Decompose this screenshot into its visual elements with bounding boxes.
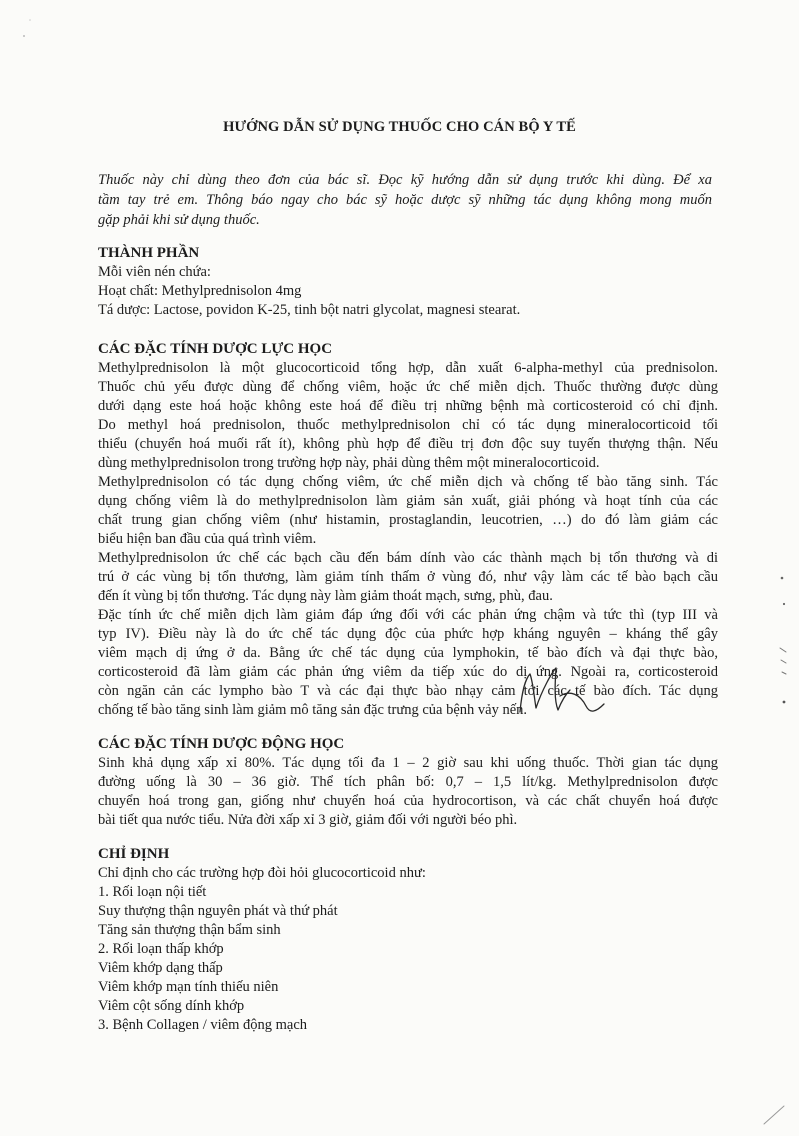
section-chi-dinh [98, 845, 718, 1035]
text-line: Methylprednisolon có tác dụng chống viêm, ức chế miễn dịch và chống tế bào tăng sinh. Tác [98, 474, 718, 490]
section-thanh-phan [98, 244, 718, 320]
text-line: đường uống là 30 – 36 giờ. Thể tích phân bố: 0,7 – 1,5 lít/kg. Methylprednisolon được [98, 774, 718, 790]
list-item: Suy thượng thận nguyên phát và thứ phát [98, 903, 338, 919]
section-heading: CHỈ ĐỊNH [98, 846, 170, 862]
list-item: Viêm khớp mạn tính thiếu niên [98, 979, 279, 995]
text-line: Sinh khả dụng xấp xỉ 80%. Tác dụng tối đa 1 – 2 giờ sau khi uống thuốc. Thời gian tác dụng [98, 755, 718, 771]
text-line: corticosteroid đã làm giảm các phản ứng viêm da tiếp xúc do dị ứng. Ngoài ra, corticosteroid [98, 664, 718, 680]
intro-line: tầm tay trẻ em. Thông báo ngay cho bác sỹ hoặc dược sỹ những tác dụng không mong muốn [98, 192, 712, 208]
text-line: thiểu (chuyển hoá muối rất ít), không phù hợp để điều trị đơn độc suy tuyến thượng thận. Nếu [98, 436, 718, 452]
scan-artifact [760, 1100, 790, 1130]
text-line: đến ít vùng bị tổn thương. Tác dụng này làm giảm thoát mạch, sưng, phù, đau. [98, 588, 553, 604]
text-line: còn ngăn cản các lympho bào T và các đại thực bào nhạy cảm tới các tế bào đích. Tác dụng [98, 683, 718, 699]
section-heading: CÁC ĐẶC TÍNH DƯỢC LỰC HỌC [98, 341, 333, 357]
text-line: Methylprednisolon là một glucocorticoid tổng hợp, dẫn xuất 6-alpha-methyl của prednisolon. [98, 360, 718, 376]
section-heading: THÀNH PHẦN [98, 245, 200, 261]
list-item: Viêm cột sống dính khớp [98, 998, 245, 1014]
list-item: Viêm khớp dạng thấp [98, 960, 223, 976]
text-line: dụng chống viêm là do methylprednisolon làm giảm sản xuất, giải phóng và hoạt tính của các [98, 493, 718, 509]
intro-line: gặp phải khi sử dụng thuốc. [98, 212, 260, 228]
text-line: Hoạt chất: Methylprednisolon 4mg [98, 283, 302, 299]
text-line: typ IV). Điều này là do ức chế tác dụng độc của phức hợp kháng nguyên – kháng thể gây [98, 626, 718, 642]
text-line: chất trung gian chống viêm (như histamin, prostaglandin, leucotrien, …) do đó làm giảm các [98, 512, 718, 528]
intro-line: Thuốc này chỉ dùng theo đơn của bác sĩ. Đọc kỹ hướng dẫn sử dụng trước khi dùng. Để xa [98, 172, 712, 188]
text-line: biểu hiện ban đầu của quá trình viêm. [98, 531, 317, 547]
list-item: Tăng sản thượng thận bẩm sinh [98, 922, 281, 938]
text-line: Methylprednisolon ức chế các bạch cầu đến bám dính vào các thành mạch bị tổn thương và di [98, 550, 718, 566]
text-line: Thuốc chủ yếu được dùng để chống viêm, hoặc ức chế miễn dịch. Thuốc thường được dùng [98, 379, 718, 395]
text-line: dùng methylprednisolon trong trường hợp này, phải dùng thêm một mineralocorticoid. [98, 455, 600, 471]
list-item: 2. Rối loạn thấp khớp [98, 941, 224, 957]
text-line: dưới dạng este hoá hoặc không este hoá để điều trị những bệnh mà corticosteroid có chỉ định. [98, 398, 718, 414]
text-line: Do methyl hoá prednisolon, thuốc methylprednisolon chỉ có tác dụng mineralocorticoid tối [98, 417, 718, 433]
text-line: chống tế bào tăng sinh làm giảm mô tăng sản đặc trưng của bệnh vảy nến. [98, 702, 528, 718]
intro-warning [98, 170, 712, 230]
text-line: Chỉ định cho các trường hợp đòi hỏi glucocorticoid như: [98, 865, 426, 881]
scan-artifact [770, 560, 790, 720]
text-line: chuyển hoá trong gan, giống như chuyển hoá của hydrocortison, và các chất chuyển hoá được [98, 793, 718, 809]
section-heading: CÁC ĐẶC TÍNH DƯỢC ĐỘNG HỌC [98, 736, 345, 752]
text-line: Đặc tính ức chế miễn dịch làm giảm đáp ứng đối với các phản ứng chậm và tức thì (typ III và [98, 607, 718, 623]
text-line: viêm mạch dị ứng ở da. Bằng ức chế tác dụng của lymphokin, tế bào đích và đại thực bào, [98, 645, 718, 661]
section-duoc-dong-hoc [98, 735, 718, 830]
text-line: bài tiết qua nước tiểu. Nửa đời xấp xỉ 3 giờ, giảm đối với người béo phì. [98, 812, 518, 828]
text-line: trú ở các vùng bị tổn thương, làm giảm tính thấm ở vùng đó, như vậy làm các tế bào bạch cầu [98, 569, 718, 585]
section-duoc-luc-hoc [98, 340, 718, 720]
text-line: Mỗi viên nén chứa: [98, 264, 211, 280]
list-item: 1. Rối loạn nội tiết [98, 884, 207, 900]
text-line: Tá dược: Lactose, povidon K-25, tinh bột natri glycolat, magnesi stearat. [98, 302, 521, 318]
list-item: 3. Bệnh Collagen / viêm động mạch [98, 1017, 308, 1033]
page-title: HƯỚNG DẪN SỬ DỤNG THUỐC CHO CÁN BỘ Y TẾ [223, 119, 576, 135]
scan-artifact [0, 0, 60, 60]
